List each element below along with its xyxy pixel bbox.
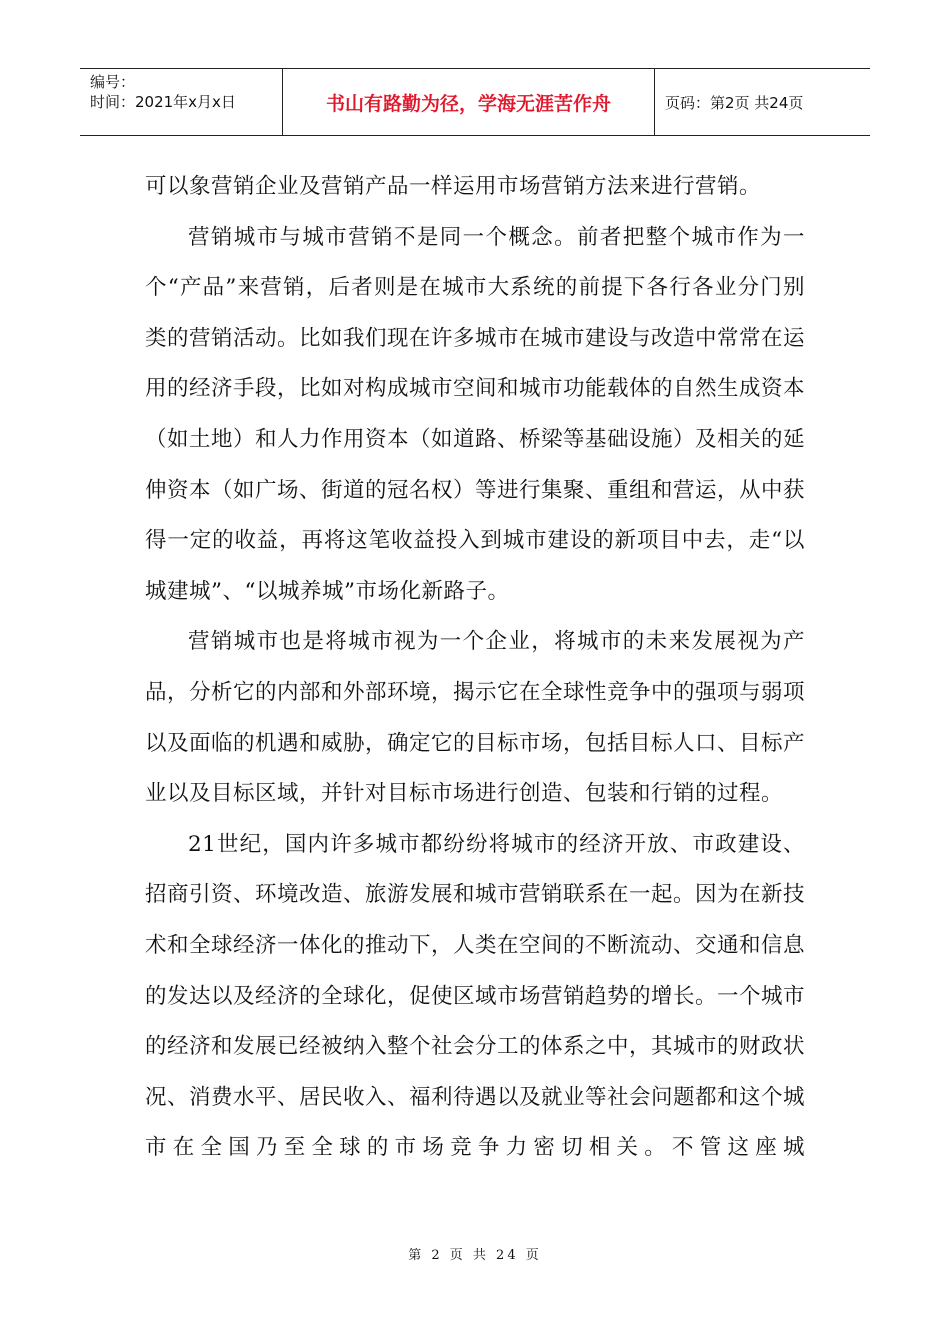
header-meta: [80, 69, 283, 135]
document-body: [145, 162, 805, 1174]
paragraph-3: 营销城市也是将城市视为一个企业，将城市的未来发展视为产品，分析它的内部和外部环境，揭示它在全球性竞争中的强项与弱项以及面临的机遇和威胁，确定它的目标市场，包括目标人口、目标产业以及目标区域，并针对目标市场进行创造、包装和行销的过程。: [145, 629, 806, 807]
time-label: 时间：2021年x月x日: [90, 93, 236, 111]
paragraph-1: 可以象营销企业及营销产品一样运用市场营销方法来进行营销。: [145, 174, 762, 199]
number-label: 编号：: [90, 73, 136, 91]
document-header: [80, 68, 870, 136]
paragraph-4: 21世纪，国内许多城市都纷纷将城市的经济开放、市政建设、招商引资、环境改造、旅游发展和城市营销联系在一起。因为在新技术和全球经济一体化的推动下，人类在空间的不断流动、交通和信息的发达以及经济的全球化，促使区域市场营销趋势的增长。一个城市的经济和发展已经被纳入整个社会分工的体系之中，其城市的财政状况、消费水平、居民收入、福利待遇以及就业等社会问题都和这个城市在全国乃至全球的市场竞争力密切相关。不管这座城: [145, 831, 806, 1161]
paragraph-2: 营销城市与城市营销不是同一个概念。前者把整个城市作为一个“产品”来营销，后者则是在城市大系统的前提下各行各业分门别类的营销活动。比如我们现在许多城市在城市建设与改造中常常在运用的经济手段，比如对构成城市空间和城市功能载体的自然生成资本（如土地）和人力作用资本（如道路、桥梁等基础设施）及相关的延伸资本（如广场、街道的冠名权）等进行集聚、重组和营运，从中获得一定的收益，再将这笔收益投入到城市建设的新项目中去，走“以城建城”、“以城养城”市场化新路子。: [145, 224, 806, 604]
page-footer: 第 2 页 共 24 页: [408, 1248, 542, 1263]
header-page-info: 页码：第2页 共24页: [665, 93, 804, 112]
header-motto: 书山有路勤为径，学海无涯苦作舟: [283, 69, 655, 135]
